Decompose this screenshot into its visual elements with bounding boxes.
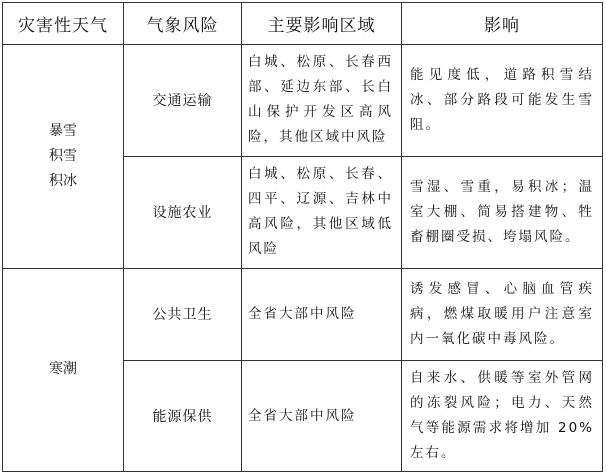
- risk-category-transport: 交通运输: [124, 45, 242, 157]
- header-weather-risk: 气象风险: [124, 3, 242, 45]
- hazard-snow-ice: [3, 45, 124, 269]
- risk-category-facility-agriculture: 设施农业: [124, 156, 242, 268]
- table-header-row: [3, 3, 603, 45]
- hazard-line: 积冰: [49, 172, 77, 189]
- header-hazard-weather: 灾害性天气: [3, 3, 124, 45]
- impact-text: 诱发感冒、心脑血管疾病，燃煤取暖用户注意室内一氧化碳中毒风险。: [402, 268, 603, 360]
- risk-category-public-health: 公共卫生: [124, 268, 242, 360]
- affected-area-text: 白城、松原、长春、四平、辽源、吉林中高风险，其他区域低风险: [242, 156, 402, 268]
- header-main-affected-area: 主要影响区域: [242, 3, 402, 45]
- table-row: [3, 268, 603, 360]
- affected-area-text: 全省大部中风险: [242, 268, 402, 360]
- header-impact: 影响: [402, 3, 603, 45]
- hazard-line: 寒潮: [49, 361, 77, 378]
- hazard-line: 积雪: [49, 147, 77, 164]
- table-row: [3, 45, 603, 157]
- impact-text: 雪湿、雪重，易积冰；温室大棚、简易搭建物、牲畜棚圈受损、垮塌风险。: [402, 156, 603, 268]
- affected-area-text: 白城、松原、长春西部、延边东部、长白山保护开发区高风险，其他区域中风险: [242, 45, 402, 157]
- affected-area-text: 全省大部中风险: [242, 361, 402, 472]
- hazard-line: 暴雪: [49, 122, 77, 139]
- hazard-cold-wave: [3, 268, 124, 471]
- weather-risk-table: [2, 2, 603, 472]
- risk-category-energy-supply: 能源保供: [124, 361, 242, 472]
- impact-text: 自来水、供暖等室外管网的冻裂风险；电力、天然气等能源需求将增加 20%左右。: [402, 361, 603, 472]
- impact-text: 能见度低，道路积雪结冰、部分路段可能发生雪阻。: [402, 45, 603, 157]
